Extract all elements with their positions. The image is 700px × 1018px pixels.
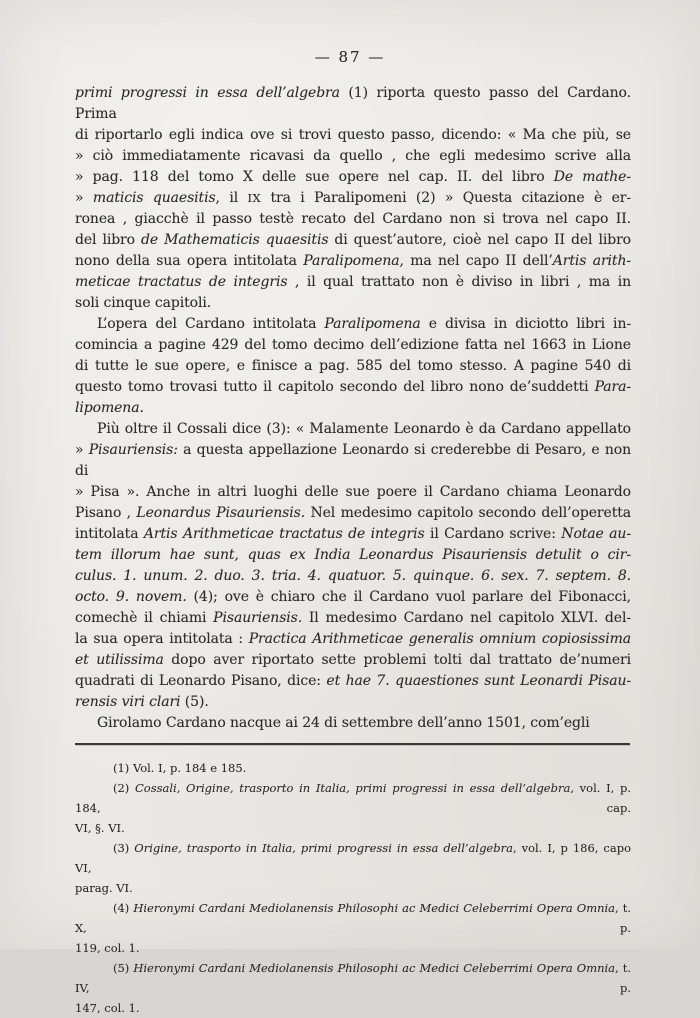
text-line (75, 293, 631, 314)
text-line (75, 167, 631, 188)
roman-text: nono della sua opera intitolata (75, 253, 304, 269)
roman-text: ronea , giacchè il passo testè recato del Cardano non si trova nel capo II. (75, 211, 631, 227)
roman-text: (2) (113, 781, 135, 795)
roman-text: (1) Vol. I, p. 184 e 185. (113, 761, 247, 775)
italic-text: de Mathematicis quaesitis (141, 232, 329, 248)
italic-text: Hieronymi Cardani Mediolanensis Philosophi ac Medici Celeberrimi Opera Omnia (133, 901, 616, 915)
roman-text: » ciò immediatamente ricavasi da quello , che egli medesimo scrive alla (75, 148, 631, 164)
italic-text: maticis quaesitis (92, 190, 216, 206)
body-text (0, 83, 700, 734)
roman-text: Il medesimo Cardano nel capitolo XLVI. del- (302, 610, 631, 626)
roman-text: (5). (180, 694, 209, 710)
text-line (75, 230, 631, 251)
roman-text: 119, col. 1. (75, 941, 140, 955)
roman-text: soli cinque capitoli. (75, 295, 212, 311)
text-line (75, 272, 631, 293)
text-line (75, 524, 631, 545)
roman-text: Girolamo Cardano nacque ai 24 di settembre dell’anno 1501, com’egli (97, 715, 590, 731)
roman-text: , il qual trattato non è diviso in libri , ma in (287, 274, 631, 290)
roman-text: e divisa in diciotto libri in- (420, 316, 631, 332)
roman-text: Pisano , (75, 505, 137, 521)
roman-text: a questa appellazione Leonardo si crederebbe di Pesaro, e non di (75, 442, 631, 479)
italic-text: Artis Arithmeticae tractatus de integris (143, 526, 425, 542)
italic-text: Para- (594, 379, 631, 395)
text-line (75, 545, 631, 566)
roman-text: (3) (113, 841, 135, 855)
roman-text: , ma nel capo II dell’ (399, 253, 553, 269)
text-line (75, 398, 631, 419)
roman-text: di tutte le sue opere, e finisce a pag. 585 del tomo stesso. A pagine 540 di (75, 358, 631, 374)
text-line (75, 440, 631, 482)
text-line (75, 503, 631, 524)
text-line (75, 818, 631, 838)
text-line (75, 566, 631, 587)
roman-text: tra i Paralipomeni (2) » Questa citazione è er- (261, 190, 631, 206)
italic-text: et utilissima (75, 652, 164, 668)
footnote-5 (75, 958, 631, 1018)
text-line (75, 778, 631, 818)
footnote-1 (75, 758, 631, 778)
page-number: — 87 — (314, 48, 386, 66)
roman-text: di riportarlo egli indica ove si trovi questo passo, dicendo: « Ma che più, se (75, 127, 631, 143)
text-line (75, 356, 631, 377)
text-line (75, 629, 631, 650)
italic-text: octo. 9. novem. (75, 589, 187, 605)
italic-text: Paralipomena (303, 253, 400, 269)
roman-text: dopo aver riportato sette problemi tolti dal trattato de’numeri (163, 652, 632, 668)
roman-text: di quest’autore, cioè nel capo II del libro (328, 232, 631, 248)
footnotes (0, 758, 700, 1018)
text-line (75, 482, 631, 503)
footnote-3 (75, 838, 631, 898)
text-line (75, 650, 631, 671)
roman-text: del libro (75, 232, 142, 248)
italic-text: Notae au- (561, 526, 631, 542)
text-line (75, 335, 631, 356)
roman-text: VI, §. VI. (75, 821, 125, 835)
text-line (75, 377, 631, 398)
italic-text: Leonardus Pisauriensis. (136, 505, 306, 521)
roman-text: (1) riporta questo passo del Cardano. Prima (75, 85, 631, 122)
roman-text: questo tomo trovasi tutto il capitolo secondo del libro nono de’suddetti (75, 379, 595, 395)
roman-text: , vol. I, p. 184, cap. (75, 781, 631, 815)
roman-text: parag. VI. (75, 881, 133, 895)
roman-text: comincia a pagine 429 del tomo decimo dell’edizione fatta nel 1663 in Lione (75, 337, 631, 353)
italic-text: Pisauriensis: (88, 442, 178, 458)
text-line (75, 188, 631, 209)
footnote-2 (75, 778, 631, 838)
text-line (75, 671, 631, 692)
italic-text: primi progressi in essa dell’algebra (75, 85, 340, 101)
text-line (75, 758, 631, 778)
roman-text: comechè il chiami (75, 610, 214, 626)
smallcaps-text: IX (247, 191, 262, 205)
roman-text: » pag. 118 del tomo X delle sue opere nel cap. II. del libro (75, 169, 554, 185)
text-line (75, 251, 631, 272)
text-line (75, 878, 631, 898)
paragraph-4 (75, 713, 631, 734)
text-line (75, 998, 631, 1018)
roman-text: la sua opera intitolata : (75, 631, 249, 647)
roman-text: Nel medesimo capitolo secondo dell’operetta (305, 505, 631, 521)
italic-text: culus. 1. unum. 2. duo. 3. tria. 4. quatuor. 5. quinque. 6. sex. 7. septem. 8. (75, 568, 631, 584)
italic-text: Practica Arithmeticae generalis omnium copiosissima (248, 631, 632, 647)
roman-text: (4) (113, 901, 134, 915)
text-line (75, 958, 631, 998)
paragraph-1 (75, 83, 631, 314)
roman-text: , t. X, p. (75, 901, 632, 935)
paragraph-3 (75, 419, 631, 713)
text-line (75, 314, 631, 335)
footnote-separator (75, 743, 630, 745)
italic-text: Pisauriensis. (213, 610, 303, 626)
text-line (75, 898, 631, 938)
text-line (75, 838, 631, 878)
roman-text: 147, col. 1. (75, 1001, 140, 1015)
roman-text: » (75, 190, 93, 206)
text-line (75, 938, 631, 958)
italic-text: Paralipomena (324, 316, 421, 332)
roman-text: , il (215, 190, 248, 206)
italic-text: tem illorum hae sunt, quas ex India Leonardus Pisauriensis detulit o cir- (75, 547, 631, 563)
italic-text: De mathe- (553, 169, 631, 185)
italic-text: Cossali, Origine, trasporto in Italia, primi progressi in essa dell’algebra (134, 781, 571, 795)
roman-text: (4); ove è chiaro che il Cardano vuol parlare del Fibonacci, (186, 589, 631, 605)
roman-text: il Cardano scrive: (424, 526, 562, 542)
italic-text: Artis arith- (552, 253, 632, 269)
footnote-4 (75, 898, 631, 958)
roman-text: intitolata (75, 526, 144, 542)
italic-text: rensis viri clari (75, 694, 181, 710)
roman-text: » (75, 442, 89, 458)
text-line (75, 692, 631, 713)
text-line (75, 146, 631, 167)
text-line (75, 713, 631, 734)
text-line (75, 209, 631, 230)
italic-text: lipomena. (75, 400, 144, 416)
text-line (75, 419, 631, 440)
italic-text: Origine, trasporto in Italia, primi progressi in essa dell’algebra (134, 841, 513, 855)
italic-text: meticae tractatus de integris (75, 274, 288, 290)
roman-text: » Pisa ». Anche in altri luoghi delle sue poere il Cardano chiama Leonardo (75, 484, 631, 500)
text-line (75, 125, 631, 146)
roman-text: Più oltre il Cossali dice (3): « Malamente Leonardo è da Cardano appellato (97, 421, 631, 437)
roman-text: L’opera del Cardano intitolata (97, 316, 325, 332)
text-line (75, 83, 631, 125)
roman-text: (5) (113, 961, 134, 975)
roman-text: , vol. I, p 186, capo VI, (75, 841, 631, 875)
italic-text: Hieronymi Cardani Mediolanensis Philosophi ac Medici Celeberrimi Opera Omnia (133, 961, 616, 975)
paragraph-2 (75, 314, 631, 419)
italic-text: et hae 7. quaestiones sunt Leonardi Pisau- (326, 673, 631, 689)
roman-text: , t. IV, p. (75, 961, 632, 995)
text-line (75, 587, 631, 608)
text-line (75, 608, 631, 629)
roman-text: quadrati di Leonardo Pisano, dice: (75, 673, 327, 689)
